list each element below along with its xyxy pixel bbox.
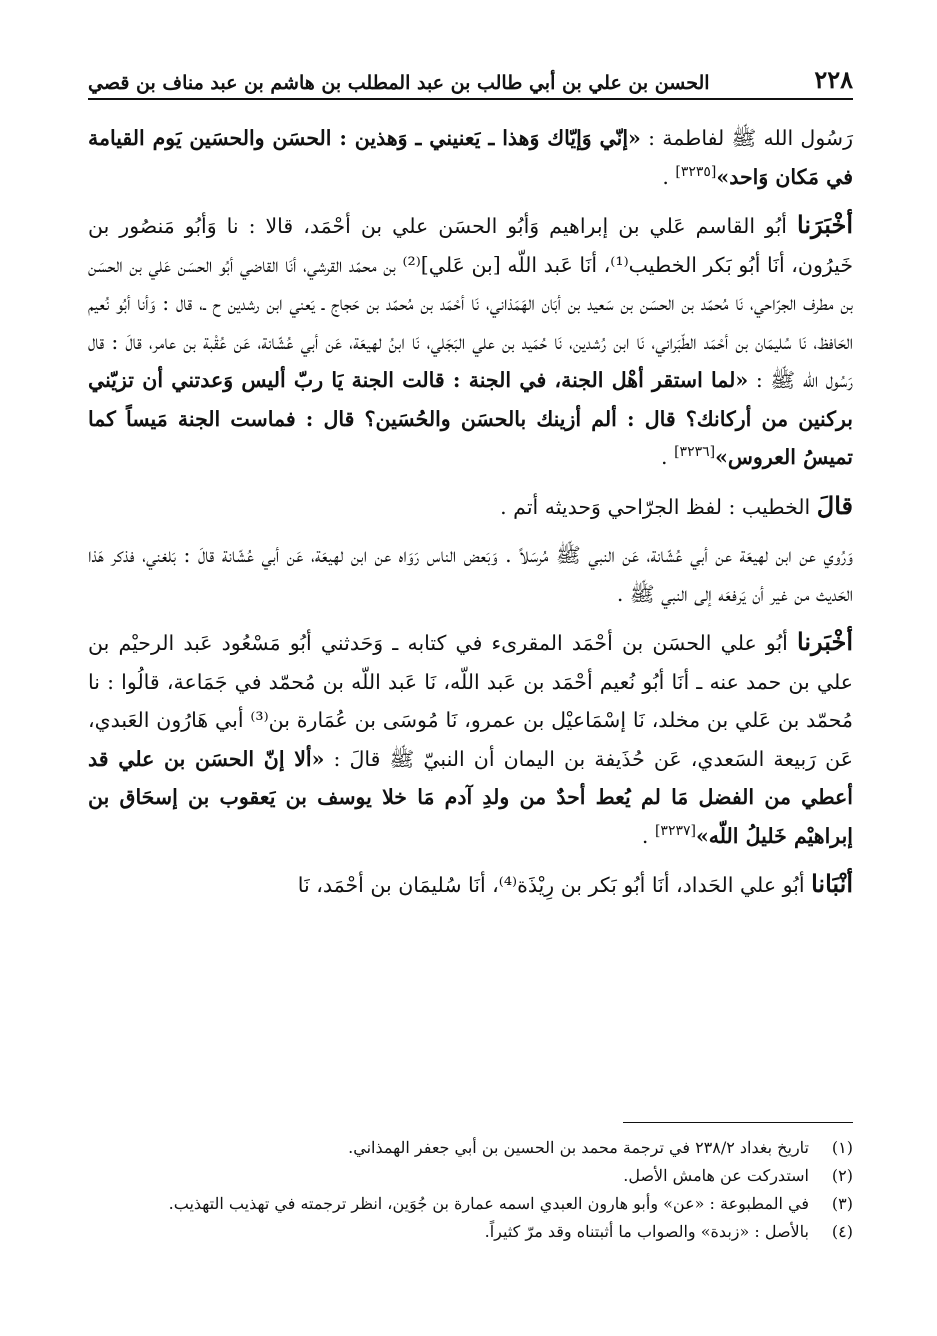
paragraph-3	[88, 487, 853, 527]
footnote-text: بالأصل : «زبدة» والصواب ما أثبتناه وقد مرّ كثيراً.	[484, 1222, 809, 1241]
hadith-number: [٣٢٣٦]	[674, 444, 716, 461]
hadith-text: «إنّي وَإيّاك وَهذا ـ يَعنيني ـ وَهذين : الحسَن والحسَين يَوم القيامة في مَكان وَاحد»	[88, 126, 853, 189]
paragraph-lead: أخْبَرنا	[797, 627, 853, 656]
paragraph-2	[88, 206, 853, 477]
footnote-text: تاريخ بغداد ٢٣٨/٢ في ترجمة محمد بن الحسين بن أبي جعفر الهمذاني.	[348, 1138, 809, 1157]
paragraph-6	[88, 865, 853, 905]
footnotes	[88, 1134, 853, 1246]
footnote-number: (١)	[831, 1138, 853, 1157]
footnote-number: (٤)	[831, 1222, 853, 1241]
footnote-text: في المطبوعة : «عن» وأبو هارون العبدي اسمه عمارة بن جُوَين، انظر ترجمته في تهذيب التهذيب.	[168, 1194, 809, 1213]
paragraph-text: أبُو القاسم عَلي بن إبراهيم وَأبُو الحسَن علي بن أحْمَد، قالا : نا وَأبُو مَنصُور بن خَيرُون، أنَا أبُو بَكر الخطيب⁽¹⁾، أنَا عَبد اللّه [بن عَلي]⁽²⁾ بن محمّد القرشي، أنَا القاضي أبُو الحسَن عَلي بن الحسَن بن مطرف الجرّاحي، نَا مُحمّد بن الحسَن بن سَعيد بن أبَان الهَمَذاني، نَا أحْمَد بن مُحمّد بن حَجاج ـ يَعني ابن رشدين ح ـ، قال : وَأنا أبُو نُعيم الحَافظ، نَا سُليمَان بن أحْمَد الطّبَراني، نَا ابن رُشدين، نَا حُمَيد بن علي البَجَلي، نَا ابنُ لهيعَة، عَن أبي عُشّانة، عَن عُقْبة بن عامر، قالَ : قال رَسُول الله ﷺ :	[88, 214, 854, 392]
header-rule	[88, 98, 853, 100]
paragraph-text: أبُو علي الحسَن بن أحْمَد المقرىء في كتابه ـ وَحَدثني أبُو مَسْعُود عَبد الرحيْم بن علي بن حمد عنه ـ أنَا أبُو نُعيم أحْمَد بن عَبد اللّه، نَا عَبد اللّه بن مُحمّد في جَمَاعة، قالُوا : نا مُحمّد بن عَلي بن مخلد، نَا إسْمَاعيْل بن عمرو، نَا مُوسَى بن عُمَارة بن⁽³⁾ أبي هَارُون العَبدي، عَن رَبيعة السَعدي، عَن حُذَيفة بن اليمان أن النبيّ ﷺ قالَ :	[88, 631, 853, 771]
footnote-rule	[623, 1122, 853, 1123]
paragraph-tail: .	[641, 823, 655, 848]
hadith-number: [٣٢٣٥]	[675, 163, 717, 180]
hadith-text: «لما استقر أهْل الجنة، في الجنة : قالت الجنة يَا ربّ أليس وَعدتني أن تزيّني بركنين من أركانك؟ قال : ألم أزينك بالحسَن والحُسَين؟ قال : فماست الجنة مَيساً كما تميسُ العروس»	[88, 368, 853, 469]
footnote-number: (٣)	[831, 1194, 853, 1213]
paragraph-text: أبُو علي الحَداد، أنَا أبُو بَكر بن رِيْذَة⁽⁴⁾، أنَا سُليمَان بن أحْمَد، نَا	[297, 873, 812, 897]
hadith-text: «ألا إنّ الحسَن بن علي قد أعطي من الفضل مَا لم يُعط أحدٌ من ولدِ آدم مَا خلا يوسف بن يَعقوب بن إسحَاق بن إبراهيْم خَليلُ اللّه»	[88, 746, 853, 848]
paragraph-5	[88, 623, 853, 855]
running-title: الحسن بن علي بن أبي طالب بن عبد المطلب بن هاشم بن عبد مناف بن قصي	[88, 72, 710, 94]
paragraph-tail: .	[662, 164, 676, 189]
footnote-4	[88, 1218, 853, 1246]
hadith-number: [٣٢٣٧]	[654, 822, 696, 839]
footnote-3	[88, 1190, 853, 1218]
page-header	[88, 56, 853, 94]
footnote-1	[88, 1134, 853, 1162]
paragraph-4	[88, 536, 853, 613]
paragraph-text: وَرُوي عن ابن لهيعَة عن أبي عُشّانة، عَن النبي ﷺ مُرسَلاً . وَبَعض الناس رَوَاه عن ابن لهيعَة، عَن أبي عُشّانة قالَ : بَلغني، فذكر هَذا الحَديث من غير أن يَرفعَه إلى النبي ﷺ .	[88, 543, 853, 606]
paragraph-1	[88, 118, 853, 196]
paragraph-lead: أخْبَرَنا	[797, 210, 853, 239]
paragraph-lead: قالَ	[816, 490, 853, 520]
paragraph-text: الخطيب : لفظ الجرّاحي وَحديثه أتم .	[500, 494, 817, 519]
paragraph-tail: .	[661, 445, 675, 469]
paragraph-lead: أنْبَانا	[811, 869, 853, 898]
footnote-2	[88, 1162, 853, 1190]
footnote-number: (٢)	[831, 1166, 853, 1185]
paragraph-text: رَسُول الله ﷺ لفاطمة :	[640, 126, 853, 150]
main-text	[88, 118, 853, 915]
footnote-text: استدركت عن هامش الأصل.	[623, 1166, 809, 1185]
page-number: ٢٢٨	[814, 65, 853, 94]
